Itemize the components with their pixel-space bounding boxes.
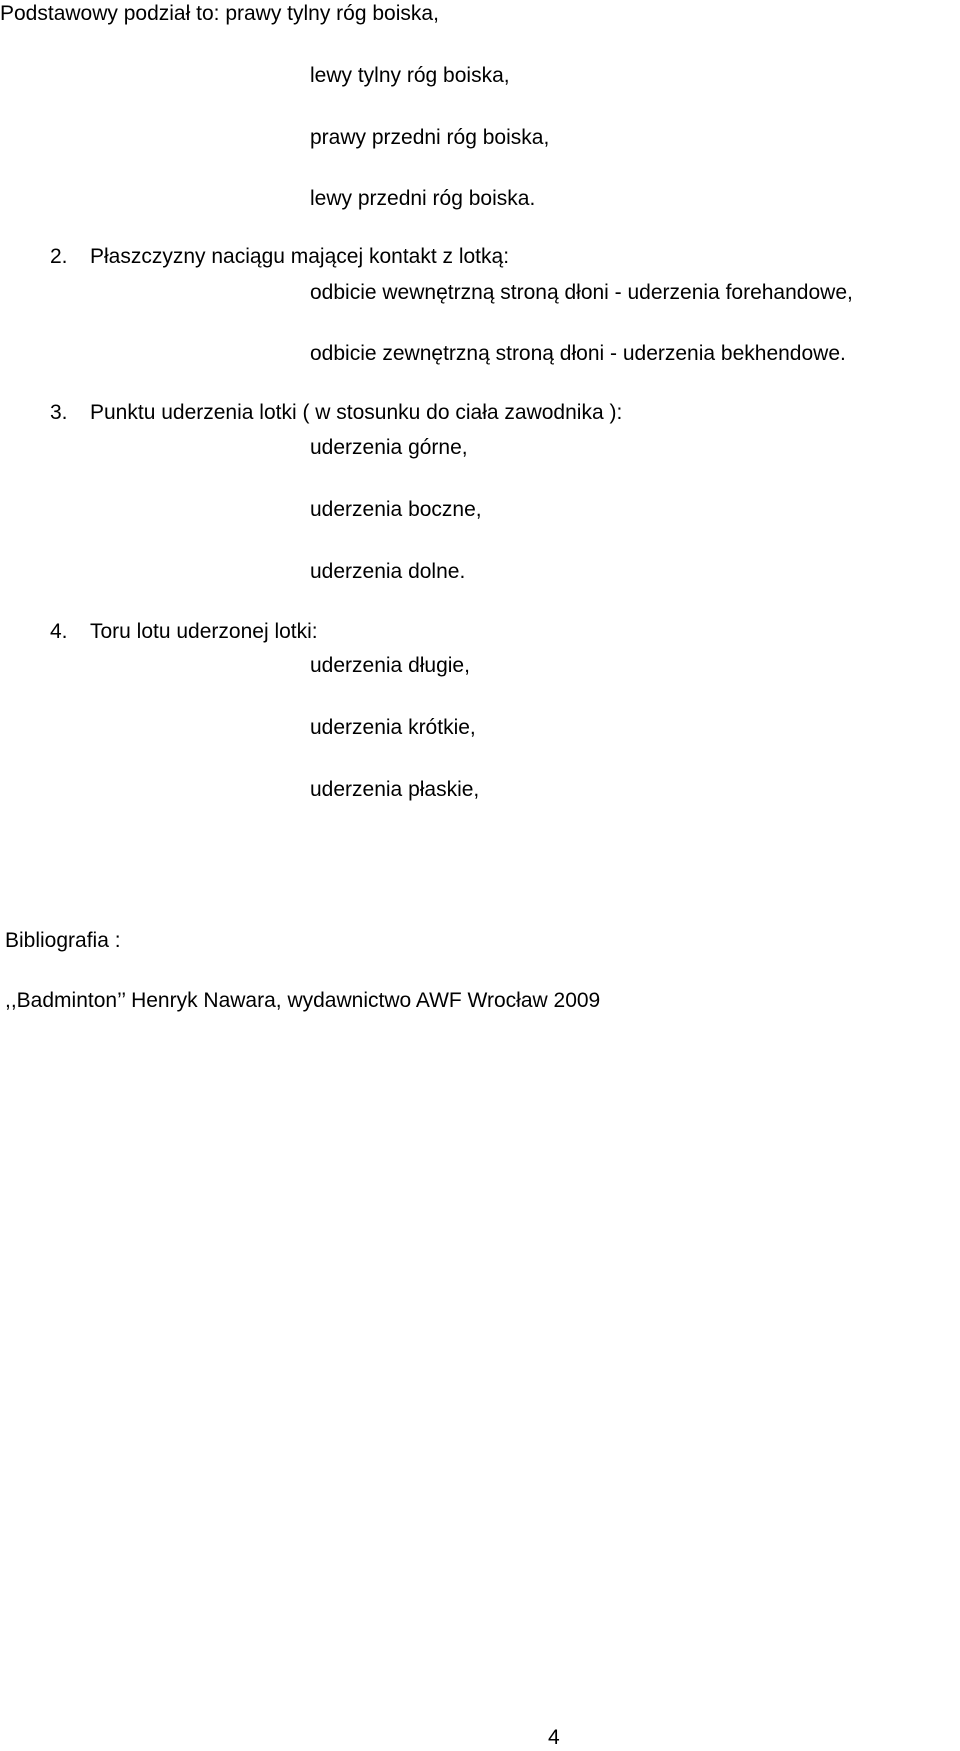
section4-heading: Toru lotu uderzonej lotki: — [90, 620, 318, 643]
section3-heading: Punktu uderzenia lotki ( w stosunku do ciała zawodnika ): — [90, 401, 623, 424]
section3-item-2: uderzenia boczne, — [310, 498, 482, 521]
bibliography-entry: ,,Badminton’’ Henryk Nawara, wydawnictwo AWF Wrocław 2009 — [5, 989, 601, 1012]
section4-item-1: uderzenia długie, — [310, 654, 470, 677]
section4-item-3: uderzenia płaskie, — [310, 778, 480, 801]
section4-number: 4. — [50, 620, 68, 643]
section4-item-2: uderzenia krótkie, — [310, 716, 476, 739]
section2-item-1: odbicie wewnętrzną stroną dłoni - uderzenia forehandowe, — [310, 281, 853, 304]
section2-heading-line — [50, 246, 509, 267]
section2-item-2: odbicie zewnętrzną stroną dłoni - uderzenia bekhendowe. — [310, 342, 846, 365]
section1-item-3: prawy przedni róg boiska, — [310, 126, 550, 149]
section3-item-3: uderzenia dolne. — [310, 560, 466, 583]
section1-line-1 — [0, 3, 439, 24]
section3-number: 3. — [50, 401, 68, 424]
page-number: 4 — [548, 1726, 560, 1749]
section1-item-2: lewy tylny róg boiska, — [310, 64, 510, 87]
section3-item-1: uderzenia górne, — [310, 436, 468, 459]
section1-intro: Podstawowy podział to: — [0, 2, 220, 25]
section3-heading-line — [50, 402, 622, 423]
section4-heading-line — [50, 621, 318, 642]
section1-item-1: prawy tylny róg boiska, — [225, 2, 439, 25]
section1-item-4: lewy przedni róg boiska. — [310, 187, 536, 210]
section2-heading: Płaszczyzny naciągu mającej kontakt z lotką: — [90, 245, 510, 268]
bibliography-heading: Bibliografia : — [5, 929, 121, 952]
section2-number: 2. — [50, 245, 68, 268]
